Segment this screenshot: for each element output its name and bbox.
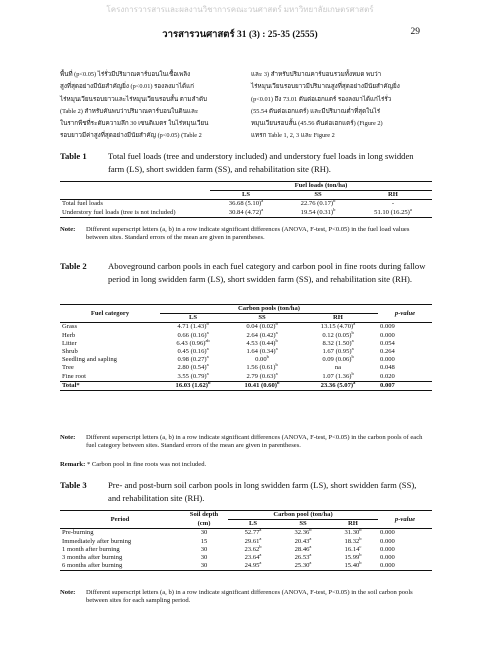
body-line: (55.54 ตันต่อเฮกแตร์) และมีปริมาณต่ำที่สุดในไร่ [251, 107, 381, 115]
cell-rh: 31.30$^b$ [344, 527, 362, 537]
row-label: Understory fuel loads (tree is not included) [60, 209, 210, 218]
cell-ls: 0.45 $(0.16)^a$ [177, 345, 209, 356]
cell-ls: 52.77$^a$ [244, 527, 262, 537]
row-label: Shrub [62, 348, 78, 356]
row-label: Litter [62, 339, 77, 347]
cell-ss: 22.76 $(0.17)^b$ [300, 198, 336, 208]
cell-depth: 30 [200, 529, 208, 537]
journal-header: วารสารวนศาสตร์ 31 (3) : 25-35 (2555) [162, 30, 318, 40]
table2-note [60, 434, 432, 450]
cell-p: 0.000 [380, 529, 395, 537]
cell-p: 0.000 [380, 537, 395, 545]
cell-rh: 15.40$^b$ [328, 562, 378, 571]
cell-ls: 24.95$^a$ [228, 562, 278, 571]
table3-body [60, 529, 432, 571]
cell-ls: 0.66 $(0.16)^a$ [177, 329, 209, 339]
row-label: 6 months after burning [60, 562, 180, 571]
body-left-column [60, 69, 238, 143]
body-right-column [251, 69, 429, 143]
cell-ss: 2.79 $(0.63)^a$ [246, 370, 278, 380]
table-row [60, 332, 432, 340]
cell-rh: 13.15 $(4.70)^a$ [320, 321, 356, 331]
cell-ss: 20.43$^a$ [294, 535, 312, 545]
table-row [60, 554, 432, 562]
table3-depth-unit: (cm) [180, 520, 228, 529]
table1-caption [60, 150, 432, 175]
cell-ss: 28.46$^a$ [294, 543, 312, 553]
cell-ss: 26.53$^a$ [294, 551, 312, 562]
note-text: Different superscript letters (a, b) in a row indicate significant differences (ANOVA, F-test, P<0.05) in the fuel load values between sites. Standard errors of the mean are given in parentheses. [86, 226, 410, 241]
cell-ss: 10.41 $(0.60)^b$ [226, 381, 298, 390]
table2 [60, 304, 432, 391]
row-label: 1 month after burning [62, 545, 120, 553]
table2-col-header: SS [226, 314, 298, 323]
row-label: 3 months after burning [62, 554, 123, 562]
table2-pvalue-header: p-value [378, 305, 432, 323]
cell-ls: 2.80 $(0.54)^a$ [177, 362, 209, 372]
table-row [60, 364, 432, 372]
cell-p: 0.000 [380, 331, 395, 339]
row-label: Herb [62, 331, 76, 339]
table-row [60, 340, 432, 348]
cell-depth: 30 [200, 545, 208, 553]
table1-col-header: RH [354, 191, 432, 200]
body-line: พื้นที่ (p<0.05) ไร่รั่วมีปริมาณคาร์บอนในเชื้อเพลิง [60, 71, 191, 78]
cell-rh: 51.10 $(16.25)^a$ [354, 209, 432, 218]
cell-rh: 1.67 $(0.95)^a$ [322, 345, 354, 356]
table-row [60, 562, 432, 571]
cell-p: 0.000 [380, 545, 395, 553]
table1-col-header: LS [210, 191, 282, 200]
watermark: โครงการวารสารและผลงานวิชาการคณะวนศาสตร์ มหาวิทยาลัยเกษตรศาสตร์ [106, 5, 374, 14]
table3-col-header: LS [228, 520, 278, 529]
cell-rh: 0.09 $(0.06)^b$ [322, 354, 354, 364]
table3 [60, 510, 432, 571]
cell-p: 0.000 [380, 356, 395, 364]
cell-ss: 19.54 $(0.31)^b$ [282, 209, 354, 218]
cell-p: 0.000 [380, 554, 395, 562]
row-label: Pre-burning [62, 529, 94, 537]
table2-group-header: Carbon pools (ton/ha) [160, 305, 378, 314]
table2-col-header: LS [160, 314, 226, 323]
table1-note [60, 226, 432, 242]
table3-group-header: Carbon pool (ton/ha) [228, 511, 378, 520]
table-row-total [60, 381, 432, 390]
cell-ls: 23.62$^b$ [244, 543, 262, 553]
table1-group-header: Fuel loads (ton/ha) [210, 182, 432, 191]
body-line: ในรากพืชที่ระดับความลึก 30 เซนติเมตร ในไร่หมุนเวียน [60, 120, 209, 128]
table3-col-header: RH [328, 520, 378, 529]
row-label: Tree [62, 364, 74, 372]
table2-caption [60, 260, 432, 285]
row-label: Grass [62, 323, 78, 331]
cell-p: 0.264 [380, 348, 395, 356]
cell-rh: 18.32$^b$ [344, 535, 362, 545]
table2-body [60, 323, 432, 381]
table2-remark [60, 461, 432, 469]
cell-rh: 8.32 $(1.50)^a$ [322, 337, 354, 347]
row-label: Seedling and sapling [62, 356, 117, 364]
cell-depth: 30 [180, 562, 228, 571]
table-row [60, 209, 432, 218]
cell-ls: 30.84 $(4.72)^a$ [210, 209, 282, 218]
cell-ss: 0.04 $(0.02)^b$ [246, 321, 278, 331]
note-label: Note: [60, 226, 76, 233]
cell-ls: 23.64$^a$ [244, 551, 262, 562]
body-line: รอบยาวมีค่าสูงที่สุดอย่างมีนัยสำคัญ (p<0.05) (Table 2 [60, 132, 202, 140]
cell-ss: 1.64 $(0.34)^a$ [246, 345, 278, 356]
cell-depth: 30 [200, 554, 208, 562]
table3-depth-header: Soil depth [180, 511, 228, 520]
table-row [60, 323, 432, 332]
row-label: Total* [60, 381, 160, 390]
cell-ls: 29.61$^a$ [244, 535, 262, 545]
cell-p: 0.020 [380, 372, 395, 380]
note-text: Different superscript letters (a, b) in a row indicate significant differences (ANOVA, F-test, P<0.05) in the carbon pools of each fuel category between sites. Standard errors of the mean are given in parentheses. [86, 434, 423, 449]
cell-ss: 2.64 $(0.42)^a$ [246, 329, 278, 339]
table3-col-header: SS [278, 520, 328, 529]
body-line: และ 3) สำหรับปริมาณคาร์บอนรวมทั้งหมด พบว่า [251, 71, 382, 78]
table3-pvalue-header: p-value [378, 511, 432, 529]
table-row [60, 538, 432, 546]
note-text: Different superscript letters (a, b) in a row indicate significant differences (ANOVA, F-test, P<0.05) in the soil carbon pools between sites for each sampling period. [86, 589, 413, 604]
cell-rh: 23.36 $(5.07)^a$ [298, 381, 378, 390]
table3-caption-text: Pre- and post-burn soil carbon pools in long swidden farm (LS), short swidden farm (SS), and rehabilitation site (RH). [108, 480, 417, 503]
cell-rh: 15.99$^b$ [344, 551, 362, 562]
row-label: Immediately after burning [62, 537, 132, 545]
table3-first-header: Period [60, 511, 180, 529]
table1 [60, 181, 432, 218]
table1-label: Table 1 [60, 151, 87, 161]
table-row [60, 529, 432, 538]
cell-ls: 4.71 $(1.43)^b$ [177, 321, 209, 331]
note-label: Note: [60, 434, 76, 441]
body-line: ไร่หมุนเวียนรอบยาวมีปริมาณสูงที่สุดอย่างมีนัยสำคัญยิ่ง [251, 83, 400, 91]
body-line: สูงที่สุดอย่างมีนัยสำคัญยิ่ง (p<0.01) รองลงมาได้แก่ [60, 83, 194, 91]
cell-ls: 0.98 $(0.27)^a$ [177, 354, 209, 364]
note-label: Note: [60, 589, 76, 596]
body-line: (Table 2) สำหรับคันพบว่าปริมาณคาร์บอนในดินและ [60, 107, 199, 115]
cell-depth: 15 [200, 537, 208, 545]
page-number: 29 [410, 27, 420, 37]
cell-ls: 6.43 $(0.96)^{ab}$ [176, 337, 210, 347]
cell-rh: 16.14$^c$ [344, 543, 362, 553]
row-label: Fine root [62, 372, 86, 380]
cell-ss: 32.36$^b$ [294, 527, 312, 537]
table3-caption [60, 479, 432, 504]
cell-rh: 0.12 $(0.05)^b$ [322, 329, 354, 339]
cell-ss: 1.56 $(0.61)^b$ [246, 362, 278, 372]
body-line: ไร่หมุนเวียนรอบยาวและไร่หมุนเวียนรอบสั้น ตามลำดับ [60, 95, 208, 103]
cell-ss: 4.53 $(0.44)^b$ [246, 337, 278, 347]
cell-p: 0.007 [378, 381, 432, 390]
table-row [60, 348, 432, 356]
cell-rh: 1.07 $(1.36)^b$ [322, 370, 354, 380]
table1-col-header: SS [282, 191, 354, 200]
row-label: Total fuel loads [62, 200, 103, 208]
cell-p: 0.054 [380, 339, 395, 347]
cell-ss: 0.00$^b$ [255, 354, 269, 364]
body-line: หมุนเวียนรอบสั้น (45.56 ตันต่อเฮกแตร์) (Figure 2) [251, 120, 383, 128]
body-line: (p<0.01) ถึง 73.01 ตันต่อเฮกแตร์ รองลงมาได้แก่ไร่รั่ว [251, 95, 392, 103]
table2-col-header: RH [298, 314, 378, 323]
cell-ls: 3.55 $(0.79)^a$ [177, 370, 209, 380]
table2-first-header: Fuel category [60, 305, 160, 323]
body-line: แทรก Table 1, 2, 3 และ Figure 2 [251, 132, 335, 140]
table2-caption-text: Aboveground carbon pools in each fuel category and carbon pool in fine roots during fallow period in long swidden farm (LS), short swidden farm (SS), and rehabilitation site (RH). [108, 261, 426, 284]
table1-caption-text: Total fuel loads (tree and understory included) and understory fuel loads in long swidden farm (LS), short swidden farm (SS), and rehabilitation site (RH). [108, 151, 414, 174]
cell-ls: 36.68 $(5.10)^a$ [228, 198, 264, 208]
cell-ss: 25.30$^a$ [278, 562, 328, 571]
table3-note [60, 589, 432, 605]
cell-p: 0.000 [378, 562, 432, 571]
cell-p: 0.009 [380, 323, 395, 331]
table2-label: Table 2 [60, 261, 87, 271]
remark-label: Remark: [60, 461, 86, 468]
remark-text: * Carbon pool in fine roots was not included. [86, 461, 207, 468]
table-row [60, 373, 432, 382]
cell-p: 0.048 [380, 364, 395, 372]
table3-label: Table 3 [60, 480, 87, 490]
table-row [60, 546, 432, 554]
cell-ls: 16.03 $(1.62)^b$ [160, 381, 226, 390]
table-row [60, 200, 432, 209]
cell-rh: - [391, 200, 395, 208]
cell-rh: na [334, 364, 342, 372]
